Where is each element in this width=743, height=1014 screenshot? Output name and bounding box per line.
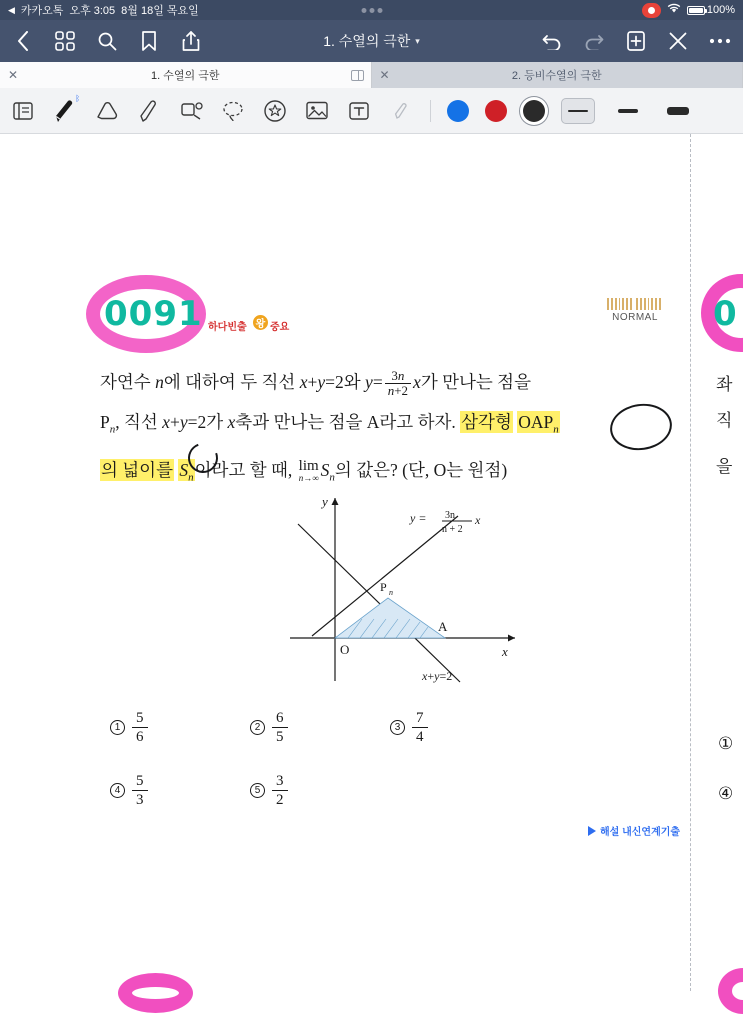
choice-1[interactable] bbox=[110, 709, 250, 746]
status-right-cluster bbox=[642, 3, 735, 18]
color-swatch-red[interactable] bbox=[485, 100, 507, 122]
svg-text:n: n bbox=[389, 588, 393, 597]
status-date: 8월 18일 목요일 bbox=[121, 2, 199, 18]
grid-icon[interactable] bbox=[54, 30, 76, 52]
back-button[interactable] bbox=[12, 30, 34, 52]
stroke-width-thin[interactable] bbox=[561, 98, 595, 124]
tag-frequency: 하다빈출 bbox=[208, 318, 247, 333]
stroke-width-medium[interactable] bbox=[611, 98, 645, 124]
figure-origin-label: O bbox=[340, 642, 349, 657]
choice-numerator: 5 bbox=[132, 772, 148, 791]
figure-line2-label: x+y=2 bbox=[421, 669, 452, 683]
split-view-icon[interactable] bbox=[351, 70, 364, 81]
ink-circle-bottom-left bbox=[118, 973, 193, 1013]
redo-icon[interactable] bbox=[583, 30, 605, 52]
figure-line1-label bbox=[409, 510, 481, 535]
pen-icon[interactable] bbox=[52, 98, 78, 124]
next-page-line-2: 직 bbox=[716, 406, 732, 431]
document-title[interactable] bbox=[323, 31, 420, 51]
app-toolbar bbox=[0, 20, 743, 62]
choice-numerator: 3 bbox=[272, 772, 288, 791]
answer-choices bbox=[110, 709, 530, 835]
ios-status-bar bbox=[0, 0, 743, 20]
choice-denominator: 4 bbox=[412, 728, 428, 746]
reading-mode-icon[interactable] bbox=[10, 98, 36, 124]
toolbar-divider bbox=[430, 100, 431, 122]
tab-close-icon[interactable]: ✕ bbox=[380, 68, 390, 82]
next-page-line-1: 좌 bbox=[716, 370, 732, 395]
next-page-question-number: 0 bbox=[713, 294, 737, 334]
choice-number: 5 bbox=[250, 783, 265, 798]
choice-numerator: 7 bbox=[412, 709, 428, 728]
bluetooth-icon: ᛒ bbox=[75, 94, 80, 103]
document-title-label: 1. 수열의 극한 bbox=[323, 31, 410, 51]
battery-indicator bbox=[687, 4, 735, 16]
bookmark-icon[interactable] bbox=[138, 30, 160, 52]
choices-row-1 bbox=[110, 709, 530, 746]
question-number: 0091 bbox=[104, 294, 190, 334]
next-page-peek[interactable] bbox=[691, 134, 743, 991]
choice-number: 4 bbox=[110, 783, 125, 798]
status-badge: 왕 bbox=[253, 315, 268, 330]
figure-y-label: y bbox=[320, 494, 328, 509]
choice-numerator: 6 bbox=[272, 709, 288, 728]
choice-4[interactable] bbox=[110, 772, 250, 809]
text-box-icon[interactable] bbox=[346, 98, 372, 124]
tool-strip bbox=[0, 88, 743, 134]
highlighter-icon[interactable] bbox=[136, 98, 162, 124]
tag-important: 중요 bbox=[270, 318, 289, 333]
svg-text:y =: y = bbox=[409, 511, 426, 525]
more-icon[interactable] bbox=[709, 30, 731, 52]
choice-denominator: 3 bbox=[132, 791, 148, 809]
choice-number: 2 bbox=[250, 720, 265, 735]
next-page-choice-1: ① bbox=[718, 734, 733, 754]
share-icon[interactable] bbox=[180, 30, 202, 52]
wifi-icon bbox=[667, 3, 681, 17]
svg-text:n + 2: n + 2 bbox=[442, 524, 463, 535]
dynamic-island-dots bbox=[361, 8, 382, 13]
solution-link-label: 해설 내신연계기출 bbox=[600, 823, 680, 838]
choice-spacer bbox=[390, 772, 530, 809]
problem-statement bbox=[100, 362, 670, 497]
solution-link[interactable] bbox=[588, 823, 680, 838]
screen-recording-indicator[interactable] bbox=[642, 3, 661, 18]
laser-pointer-icon[interactable] bbox=[388, 98, 414, 124]
record-dot-icon bbox=[648, 7, 655, 14]
figure-point-p-label: P bbox=[380, 580, 387, 594]
next-page-line-3: 을 bbox=[716, 452, 732, 477]
eraser-icon[interactable] bbox=[94, 98, 120, 124]
choice-denominator: 5 bbox=[272, 728, 288, 746]
undo-icon[interactable] bbox=[541, 30, 563, 52]
problem-line-2: $P_n$, 직선 x+y=2가 x축과 만나는 점을 A라고 하자. 삼각형 $OAP_n$ bbox=[100, 402, 670, 450]
problem-line-1: 자연수 n에 대하여 두 직선 x+y=2와 y= $\frac{3n}{n+2}$ x가 만나는 점을 bbox=[100, 362, 670, 402]
figure-point-a-label: A bbox=[438, 619, 448, 634]
svg-text:x: x bbox=[474, 513, 481, 527]
tab-label: 1. 수열의 극한 bbox=[8, 67, 363, 83]
choice-2[interactable] bbox=[250, 709, 390, 746]
choice-number: 1 bbox=[110, 720, 125, 735]
close-icon[interactable] bbox=[667, 30, 689, 52]
status-time: 오후 3:05 bbox=[69, 2, 115, 18]
tab-item-1[interactable] bbox=[372, 62, 743, 88]
play-icon bbox=[588, 826, 596, 836]
stroke-width-thick[interactable] bbox=[661, 98, 695, 124]
lasso-icon[interactable] bbox=[220, 98, 246, 124]
back-app-label: 카카오톡 bbox=[21, 2, 64, 18]
choice-5[interactable] bbox=[250, 772, 390, 809]
image-icon[interactable] bbox=[304, 98, 330, 124]
choice-denominator: 6 bbox=[132, 728, 148, 746]
choices-row-2 bbox=[110, 772, 530, 809]
sticker-icon[interactable] bbox=[262, 98, 288, 124]
choice-denominator: 2 bbox=[272, 791, 288, 809]
next-page-choice-4: ④ bbox=[718, 784, 733, 804]
tab-item-0[interactable] bbox=[0, 62, 372, 88]
back-arrow-icon: ◀ bbox=[8, 5, 15, 16]
tab-close-icon[interactable]: ✕ bbox=[8, 68, 18, 82]
choice-number: 3 bbox=[390, 720, 405, 735]
difficulty-stamp bbox=[607, 298, 663, 323]
chevron-down-icon: ▾ bbox=[415, 36, 420, 47]
difficulty-bars-icon bbox=[607, 298, 663, 310]
add-page-icon[interactable] bbox=[625, 30, 647, 52]
problem-figure bbox=[270, 486, 540, 686]
color-swatch-blue[interactable] bbox=[447, 100, 469, 122]
choice-3[interactable] bbox=[390, 709, 530, 746]
tab-bar bbox=[0, 62, 743, 88]
page-canvas[interactable] bbox=[0, 134, 743, 991]
battery-percent-label: 100% bbox=[707, 4, 735, 16]
shape-icon[interactable] bbox=[178, 98, 204, 124]
search-icon[interactable] bbox=[96, 30, 118, 52]
tab-label: 2. 등비수열의 극한 bbox=[380, 67, 735, 83]
color-swatch-black[interactable] bbox=[523, 100, 545, 122]
difficulty-label: NORMAL bbox=[607, 312, 663, 323]
problem-line-3: 의 넓이를 $S_n$이라고 할 때, lim n→∞ $S_n$의 값은? (단, O는 원점) bbox=[100, 450, 670, 498]
figure-x-label: x bbox=[501, 644, 508, 659]
status-back-app[interactable] bbox=[8, 2, 199, 18]
svg-text:3n: 3n bbox=[445, 510, 455, 521]
choice-numerator: 5 bbox=[132, 709, 148, 728]
